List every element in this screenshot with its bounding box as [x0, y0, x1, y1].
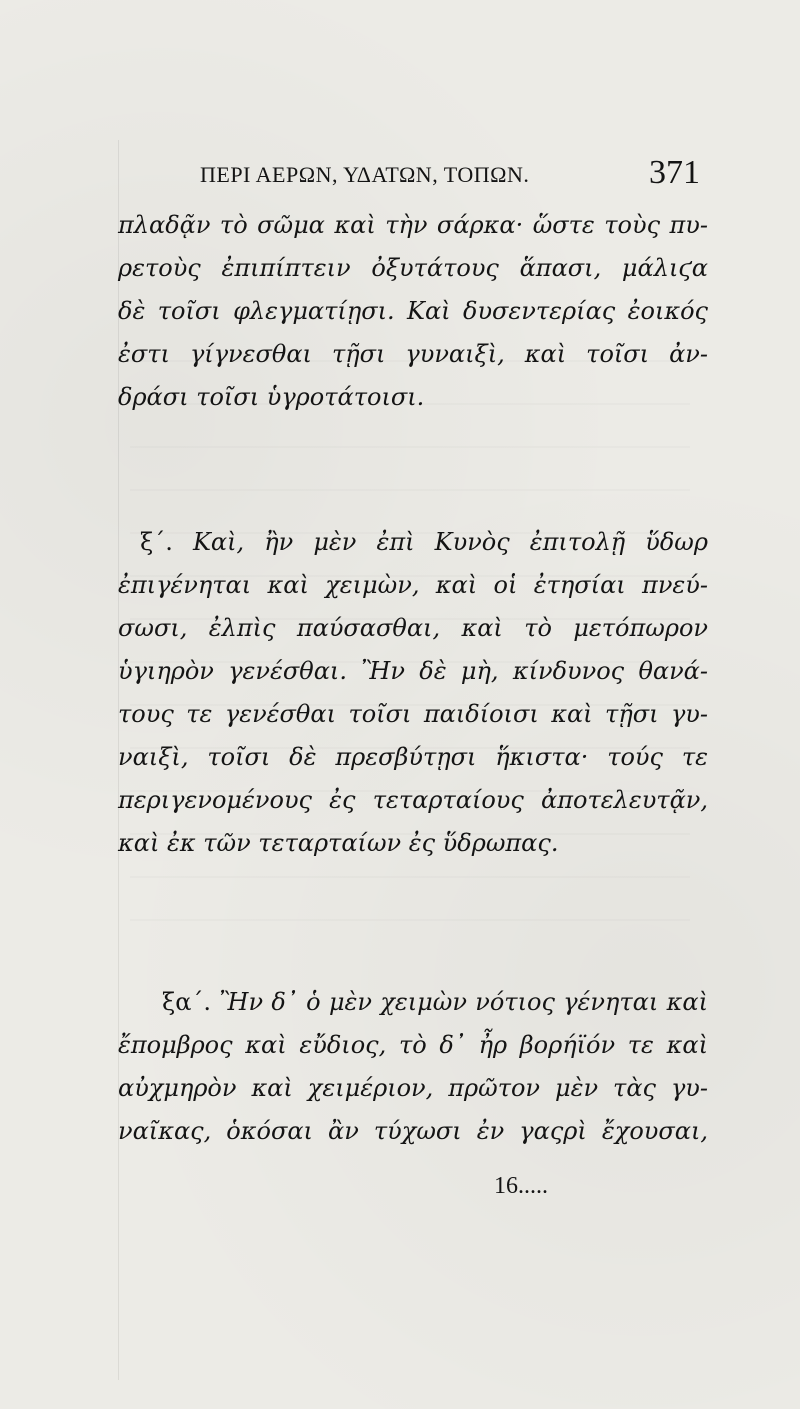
text-line: Ἢν δ᾽ ὁ μὲν χειμὼν νότιος γένηται καὶ: [219, 988, 708, 1016]
text-line: ναῖκας, ὁκόσαι ἂν τύχωσι ἐν γαςρὶ ἔχουσαι,: [118, 1117, 708, 1145]
text-line: ναιξὶ, τοῖσι δὲ πρεσβύτῃσι ἥκιστα· τούς τε: [118, 743, 708, 771]
text-line: αὐχμηρὸν καὶ χειμέριον, πρῶτον μὲν τὰς γυ-: [118, 1074, 708, 1102]
paragraph-3: [118, 981, 708, 1153]
text-line: σωσι, ἐλπὶς παύσασθαι, καὶ τὸ μετόπωρον: [118, 614, 708, 642]
text-line: περιγενομένους ἐς τεταρταίους ἀποτελευτᾷν,: [118, 786, 708, 814]
text-line: δράσι τοῖσι ὑγροτάτοισι.: [118, 383, 425, 411]
text-line: ρετοὺς ἐπιπίπτειν ὀξυτάτους ἅπασι, μάλιϛα: [118, 254, 708, 282]
running-title: ΠΕΡΙ ΑΕΡΩΝ, ΥΔΑΤΩΝ, ΤΟΠΩΝ.: [200, 162, 530, 187]
text-line-first: [118, 981, 708, 1024]
text-line: ἔπομβρος καὶ εὔδιος, τὸ δ᾽ ἦρ βορήϊόν τε καὶ: [118, 1031, 708, 1059]
section-number: ξ΄.: [140, 528, 173, 556]
text-line: δὲ τοῖσι φλεγματίῃσι. Καὶ δυσεντερίας ἐοικός: [118, 297, 708, 325]
paragraph-2: [118, 521, 708, 865]
text-line: Καὶ, ἢν μὲν ἐπὶ Κυνὸς ἐπιτολῇ ὕδωρ: [192, 528, 708, 556]
text-line: ἐπιγένηται καὶ χειμὼν, καὶ οἱ ἐτησίαι πνεύ-: [118, 571, 708, 599]
text-line: πλαδᾷν τὸ σῶμα καὶ τὴν σάρκα· ὥστε τοὺς πυ-: [118, 211, 708, 239]
running-head: [200, 154, 700, 200]
catchword: 16.....: [494, 1173, 548, 1199]
page-number: 371: [649, 154, 700, 191]
paragraph-1: [118, 204, 708, 419]
section-number: ξα΄.: [162, 988, 212, 1016]
text-line-first: [118, 521, 708, 564]
text-line: ἐστι γίγνεσθαι τῇσι γυναιξὶ, καὶ τοῖσι ἀν-: [118, 340, 708, 368]
text-line: ὑγιηρὸν γενέσθαι. Ἢν δὲ μὴ, κίνδυνος θανά-: [118, 657, 708, 685]
text-line: καὶ ἐκ τῶν τεταρταίων ἐς ὕδρωπας.: [118, 829, 559, 857]
text-line: τους τε γενέσθαι τοῖσι παιδίοισι καὶ τῇσι γυ-: [118, 700, 708, 728]
